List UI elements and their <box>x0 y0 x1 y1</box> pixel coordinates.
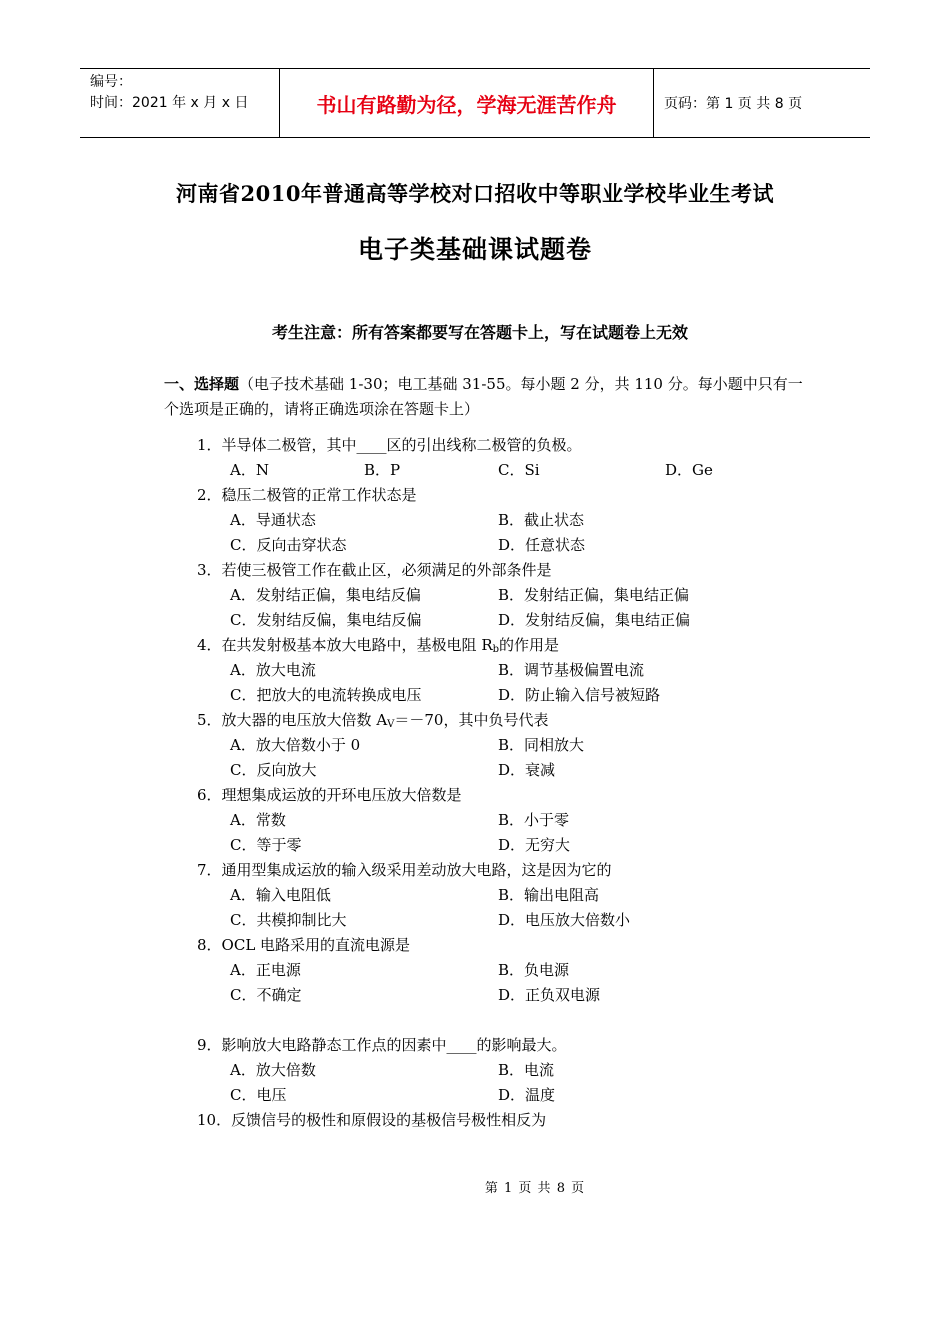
option-d: D．温度 <box>498 1086 556 1104</box>
option-b: B．截止状态 <box>498 511 585 529</box>
spacer <box>197 1008 817 1033</box>
option-b: B．同相放大 <box>498 736 585 754</box>
option-c: C．电压 <box>230 1086 287 1104</box>
question-options <box>197 508 817 533</box>
question-options <box>197 608 817 633</box>
option-a: A．放大倍数 <box>230 1061 316 1079</box>
question-stem: 7．通用型集成运放的输入级采用差动放大电路，这是因为它的 <box>197 861 612 879</box>
subscript: b <box>492 644 500 655</box>
question-options <box>197 983 817 1008</box>
option-b: B．小于零 <box>498 811 570 829</box>
question-options <box>197 833 817 858</box>
question-stem: 9．影响放大电路静态工作点的因素中____的影响最大。 <box>197 1036 567 1054</box>
option-c: C．等于零 <box>230 836 302 854</box>
candidate-notice: 考生注意：所有答案都要写在答题卡上，写在试题卷上无效 <box>271 323 688 342</box>
option-d: D．防止输入信号被短路 <box>498 686 661 704</box>
option-b: B．调节基极偏置电流 <box>498 661 645 679</box>
stem-text: ＝－70，其中负号代表 <box>394 711 549 729</box>
serial-number-label: 编号： <box>90 74 132 90</box>
stem-text: 的作用是 <box>499 636 560 654</box>
option-a: A．正电源 <box>230 961 301 979</box>
option-b: B．电流 <box>498 1061 555 1079</box>
option-b: B．负电源 <box>498 961 570 979</box>
paper-title: 电子类基础课试题卷 <box>357 235 592 264</box>
option-a: A．N <box>230 461 269 479</box>
document-header <box>80 68 870 138</box>
option-b: B．P <box>364 461 401 479</box>
option-a: A．放大倍数小于 0 <box>230 736 361 754</box>
section-lead: 一、选择题 <box>164 375 240 393</box>
option-b: B．输出电阻高 <box>498 886 600 904</box>
question-stem: 2．稳压二极管的正常工作状态是 <box>197 486 417 504</box>
page-code-label: 页码：第 1 页 共 8 页 <box>664 96 803 112</box>
stem-text: 5．放大器的电压放大倍数 A <box>197 711 388 729</box>
question-stem: 8．OCL 电路采用的直流电源是 <box>197 936 411 954</box>
header-meta-cell <box>80 69 280 137</box>
question-stem: 3．若使三极管工作在截止区，必须满足的外部条件是 <box>197 561 552 579</box>
question-stem: 1．半导体二极管，其中____区的引出线称二极管的负极。 <box>197 436 582 454</box>
option-a: A．发射结正偏，集电结反偏 <box>230 586 421 604</box>
option-c: C．不确定 <box>230 986 302 1004</box>
question-stem <box>197 708 817 733</box>
option-d: D．衰减 <box>498 761 556 779</box>
option-c: C．把放大的电流转换成电压 <box>230 686 422 704</box>
section-description: （电子技术基础 1-30；电工基础 31-55。每小题 2 分，共 110 分。每小题中只有一个选项是正确的，请将正确选项涂在答题卡上） <box>164 375 803 418</box>
subscript: V <box>387 719 395 730</box>
section-heading <box>164 372 804 422</box>
stem-text: 4．在共发射极基本放大电路中，基极电阻 R <box>197 636 493 654</box>
option-d: D．无穷大 <box>498 836 571 854</box>
option-a: A．输入电阻低 <box>230 886 331 904</box>
option-c: C．发射结反偏，集电结反偏 <box>230 611 422 629</box>
option-d: D．发射结反偏，集电结正偏 <box>498 611 691 629</box>
question-options <box>197 808 817 833</box>
option-d: D．正负双电源 <box>498 986 601 1004</box>
page-footer: 第 1 页 共 8 页 <box>484 1181 586 1196</box>
option-c: C．Si <box>498 461 540 479</box>
question-options <box>197 458 817 483</box>
question-options <box>197 908 817 933</box>
question-list <box>197 433 817 1133</box>
question-options <box>197 958 817 983</box>
option-a: A．导通状态 <box>230 511 316 529</box>
question-options <box>197 683 817 708</box>
option-c: C．共模抑制比大 <box>230 911 347 929</box>
question-options <box>197 1058 817 1083</box>
question-options <box>197 583 817 608</box>
question-options <box>197 883 817 908</box>
question-stem: 10．反馈信号的极性和原假设的基极信号极性相反为 <box>197 1111 547 1129</box>
option-a: A．常数 <box>230 811 286 829</box>
option-b: B．发射结正偏，集电结正偏 <box>498 586 690 604</box>
question-options <box>197 533 817 558</box>
question-options <box>197 658 817 683</box>
question-options <box>197 1083 817 1108</box>
question-options <box>197 758 817 783</box>
exam-title: 河南省2010年普通高等学校对口招收中等职业学校毕业生考试 <box>176 181 774 206</box>
option-d: D．任意状态 <box>498 536 586 554</box>
option-c: C．反向击穿状态 <box>230 536 347 554</box>
question-stem: 6．理想集成运放的开环电压放大倍数是 <box>197 786 462 804</box>
motto-text: 书山有路勤为径，学海无涯苦作舟 <box>280 69 654 137</box>
option-d: D．Ge <box>665 461 713 479</box>
question-stem <box>197 633 817 658</box>
date-label: 时间：2021 年 x 月 x 日 <box>90 95 249 111</box>
option-a: A．放大电流 <box>230 661 316 679</box>
option-c: C．反向放大 <box>230 761 317 779</box>
question-options <box>197 733 817 758</box>
option-d: D．电压放大倍数小 <box>498 911 631 929</box>
